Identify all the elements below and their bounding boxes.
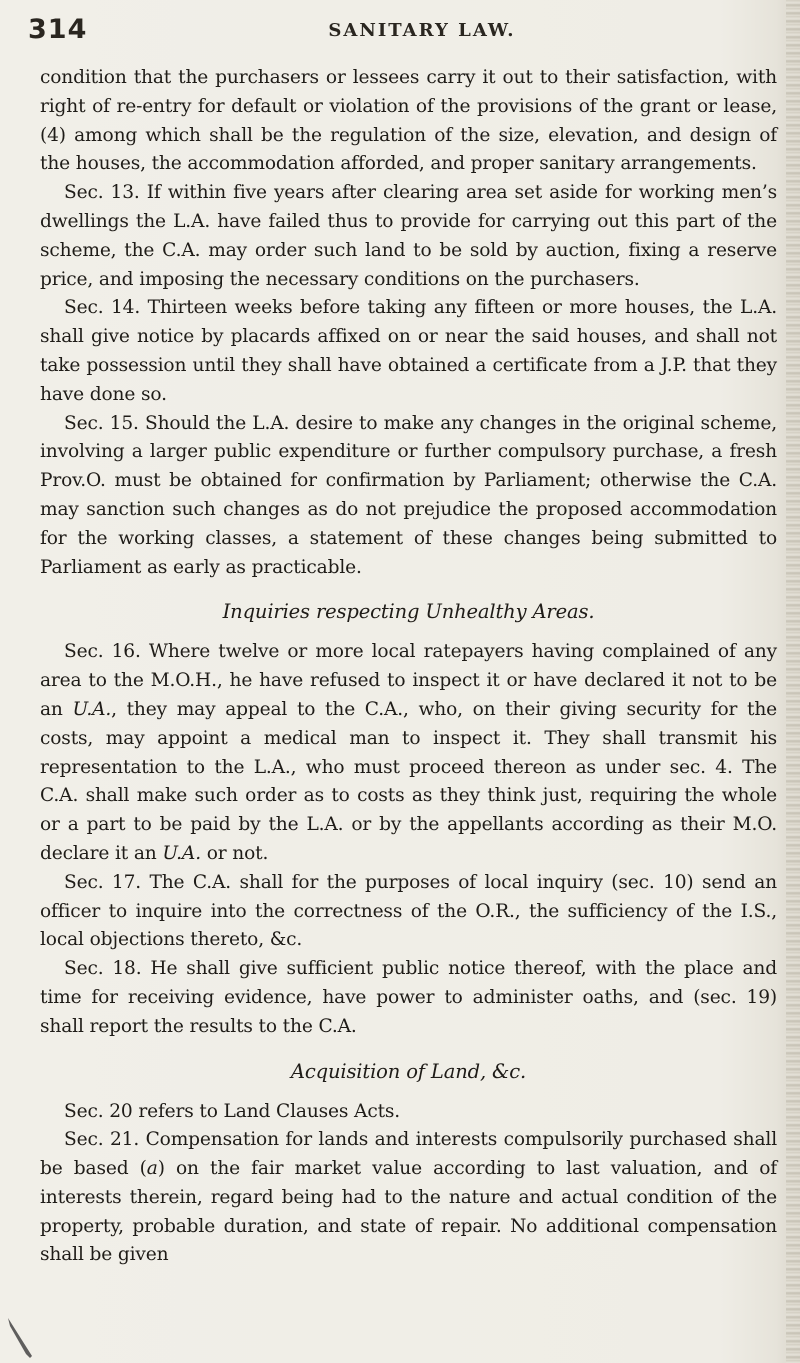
- paragraph-sec-20: Sec. 20 refers to Land Clauses Acts.: [64, 1100, 401, 1122]
- italic-abbrev: U.A.: [72, 698, 112, 720]
- paragraph-sec-16: [40, 638, 777, 868]
- page-body: [40, 64, 777, 1270]
- page-edge: [786, 0, 800, 1363]
- paragraph-sec-14: Sec. 14. Thirteen weeks before taking any fifteen or more houses, the L.A. shall give notice by placards affixed on or near the said houses, and shall not take possession until they shall have obtained a certificate from a J.P. that they have done so.: [40, 297, 777, 405]
- paragraph-sec-17: Sec. 17. The C.A. shall for the purposes of local inquiry (sec. 10) send an officer to inquire into the correctness of the O.R., the sufficiency of the I.S., local objections thereto, &c.: [40, 871, 777, 951]
- corner-scan-mark: [6, 1316, 36, 1362]
- paragraph-continuation: condition that the purchasers or lessees carry it out to their satisfaction, with right of re-entry for default or violation of the provisions of the grant or lease, (4) among which shall be the regulation of the size, elevation, and design of the houses, the accommodation afforded, and proper sanitary arrangements.: [40, 67, 777, 175]
- page-number: 314: [28, 14, 88, 45]
- paragraph-sec-13: Sec. 13. If within five years after clearing area set aside for working men’s dwellings the L.A. have failed thus to provide for carrying out this part of the scheme, the C.A. may order such land to be sold by auction, fixing a reserve price, and imposing the necessary conditions on the purchasers.: [40, 182, 777, 290]
- section-heading-inquiries: Inquiries respecting Unhealthy Areas.: [222, 600, 595, 624]
- section-heading-acquisition: Acquisition of Land, &c.: [290, 1059, 527, 1083]
- text-run: Sec. 21. Compensation for lands and interests compulsorily purchased shall be based (: [40, 1129, 777, 1180]
- page-header: [28, 14, 776, 54]
- running-head: SANITARY LAW.: [328, 20, 516, 41]
- paragraph-sec-21: [40, 1126, 777, 1270]
- text-run: Sec. 16. Where twelve or more local ratepayers having complained of any area to the M.O.H., he have refused to inspect it or have declared it not to be an: [40, 641, 777, 720]
- text-run: or not.: [200, 842, 269, 864]
- paragraph-sec-18: Sec. 18. He shall give sufficient public notice thereof, with the place and time for receiving evidence, have power to administer oaths, and (sec. 19) shall report the results to the C.A.: [40, 958, 777, 1037]
- italic-abbrev: U.A.: [162, 842, 201, 864]
- text-run: , they may appeal to the C.A., who, on their giving security for the costs, may appoint a medical man to inspect it. They shall transmit his representation to the L.A., who must proceed thereon as under sec. 4. The C.A. shall make such order as to costs as they think just, requiring the whole or a part to be paid by the L.A. or by the appellants according as their M.O. declare it an: [40, 698, 777, 864]
- italic-letter: a: [146, 1158, 158, 1180]
- text-run: ) on the fair market value according to last valuation, and of interests therein, regard being had to the nature and actual condition of the property, probable duration, and state of repair. No additional compensation shall be given: [40, 1158, 778, 1266]
- paragraph-sec-15: Sec. 15. Should the L.A. desire to make any changes in the original scheme, involving a larger public expenditure or further compulsory purchase, a fresh Prov.O. must be obtained for confirmation by Parliament; otherwise the C.A. may sanction such changes as do not prejudice the proposed accommodation for the working classes, a statement of these changes being submitted to Parliament as early as practicable.: [40, 412, 777, 578]
